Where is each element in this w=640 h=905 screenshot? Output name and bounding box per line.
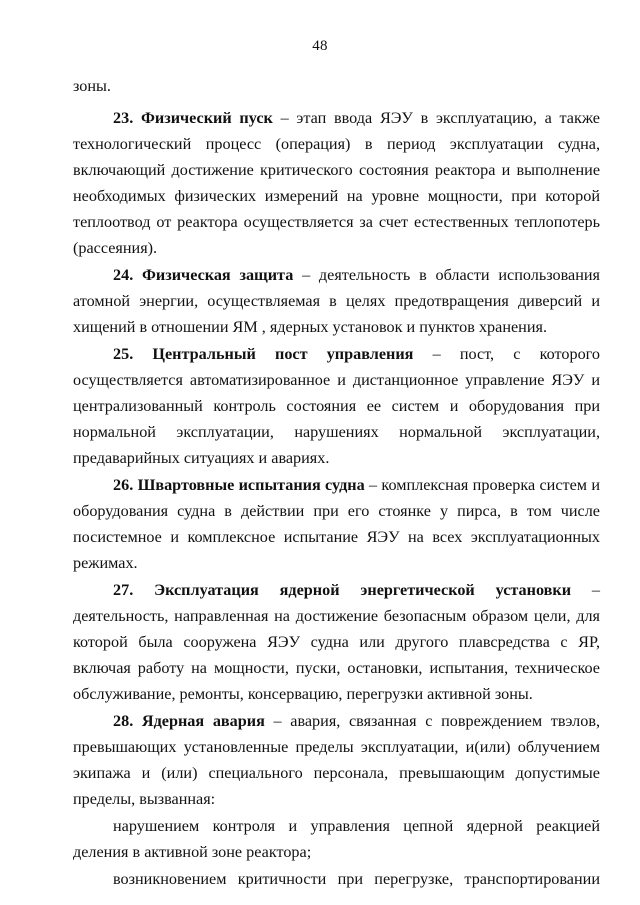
page-number: 48 (312, 38, 328, 54)
definition-text: – авария, связанная с повреждением твэлов, превышающих установленные пределы эксплуатации, и(или) облучением экипажа и (или) специального персонала, превышающим допустимые пределы, вызванная: (73, 712, 601, 808)
definition-number: 27. (113, 581, 134, 599)
definition-text: – деятельность в области использования атомной энергии, осуществляемая в целях предотвращения диверсий и хищений в отношении ЯМ , ядерных установок и пунктов хранения. (73, 266, 600, 336)
definition-term: Физический пуск (140, 109, 273, 127)
definition-27 (73, 577, 600, 707)
definition-text: – этап ввода ЯЭУ в эксплуатацию, а также технологический процесс (операция) в период эксплуатации судна, включающий достижение критического состояния реактора и выполнение необходимых физических измерений на уровне мощности, при которой теплоотвод от реактора осуществляется за счет естественных теплопотерь (рассеяния). (73, 109, 600, 257)
definition-number: 25. (113, 345, 134, 363)
document-body (73, 73, 600, 892)
definition-number: 26. (113, 476, 134, 494)
definition-term: Швартовные испытания судна (137, 476, 365, 494)
definition-number: 23. (113, 109, 134, 127)
definition-text: – комплексная проверка систем и оборудования судна в действии при его стоянке у пирса, в том числе посистемное и комплексное испытание ЯЭУ на всех эксплуатационных режимах. (73, 476, 600, 572)
definition-number: 24. (113, 266, 134, 284)
definition-23 (73, 105, 600, 261)
sub-item-2: возникновением критичности при перегрузке, транспортировании (113, 870, 600, 888)
definition-term: Центральный пост управления (152, 345, 414, 363)
definition-term: Ядерная авария (141, 712, 265, 730)
definition-24 (73, 262, 600, 340)
definition-term: Физическая защита (142, 266, 294, 284)
sub-item-1: нарушением контроля и управления цепной ядерной реакцией деления в активной зоне реактора; (73, 817, 600, 861)
definition-28 (73, 708, 600, 812)
definition-number: 28. (113, 712, 134, 730)
definition-text: – пост, с которого осуществляется автоматизированное и дистанционное управление ЯЭУ и централизованный контроль состояния ее систем и оборудования при нормальной эксплуатации, нарушениях нормальной эксплуатации, предаварийных ситуациях и авариях. (73, 345, 601, 467)
intro-fragment: зоны. (73, 77, 111, 95)
definition-term: Эксплуатация ядерной энергетической установки (154, 581, 572, 599)
definition-25 (73, 341, 600, 471)
definition-26 (73, 472, 600, 576)
definition-text: – деятельность, направленная на достижение безопасным образом цели, для которой была сооружена ЯЭУ судна или другого плавсредства с ЯР, включая работу на мощности, пуски, остановки, испытания, техническое обслуживание, ремонты, консервацию, перегрузки активной зоны. (73, 581, 600, 703)
